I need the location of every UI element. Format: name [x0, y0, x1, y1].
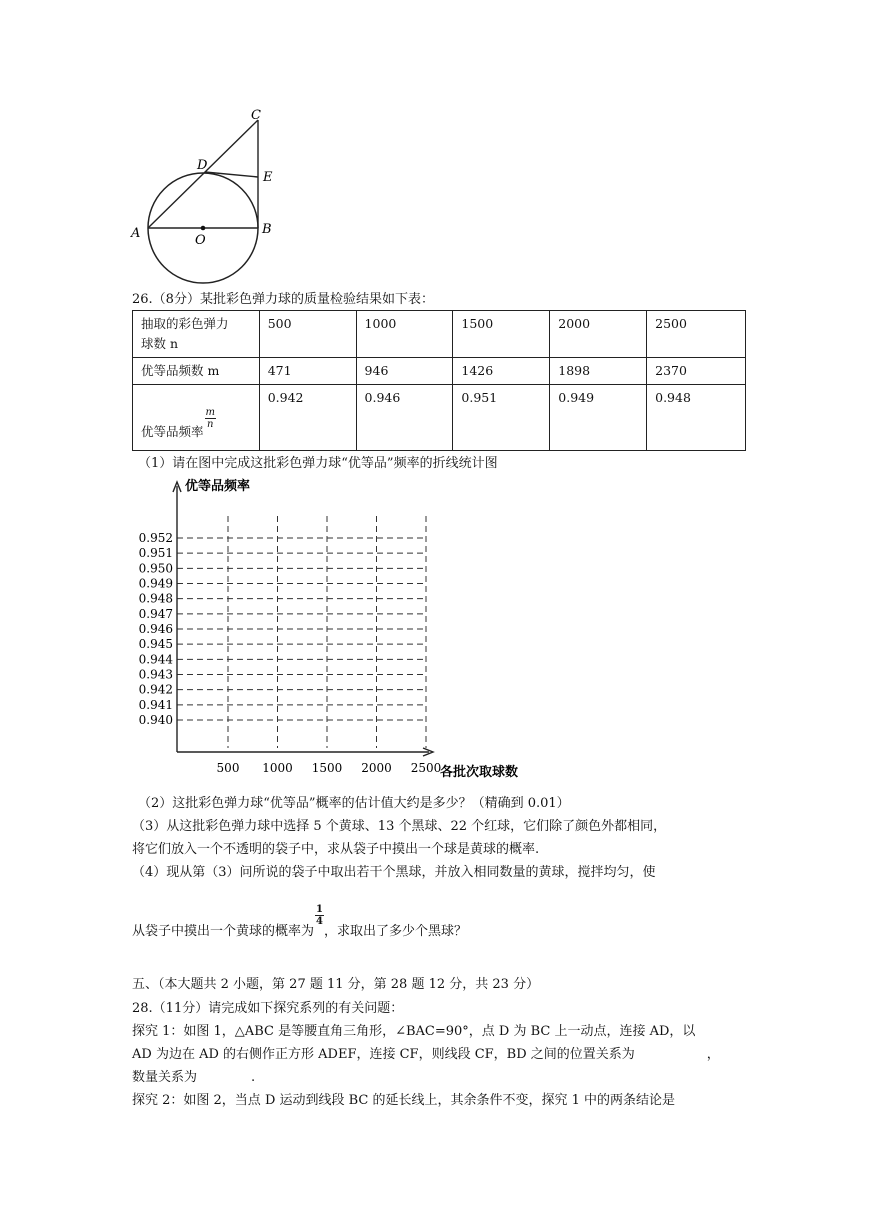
table-cell: 1426 — [453, 358, 550, 385]
label-A: A — [131, 226, 141, 241]
text-segment: 从袋子中摸出一个黄球的概率为 — [132, 924, 315, 939]
label-B: B — [262, 222, 272, 237]
text-segment: 数量关系为 — [132, 1070, 198, 1085]
x-axis-label: 各批次取球数 — [440, 765, 519, 780]
circle-figure — [125, 100, 285, 290]
row-label: 抽取的彩色弹力 — [141, 316, 229, 331]
q26-part3-line1: （3）从这批彩色弹力球中选择 5 个黄球、13 个黑球、22 个红球，它们除了颜色外都相同， — [132, 819, 667, 834]
q26-title: 26.（8分）某批彩色弹力球的质量检验结果如下表： — [132, 292, 434, 307]
y-tick-label: 0.946 — [138, 622, 173, 636]
explore1-line2 — [132, 1043, 720, 1062]
x-tick-label: 1000 — [262, 761, 293, 775]
q26-part3-line2: 将它们放入一个不透明的袋子中，求从袋子中摸出一个球是黄球的概率. — [132, 842, 540, 857]
table-row — [133, 311, 746, 358]
text-segment: ， — [706, 1047, 720, 1062]
q28-title: 28.（11分）请完成如下探究系列的有关问题： — [132, 1001, 404, 1016]
table-cell: 0.951 — [453, 385, 550, 451]
frequency-line-chart — [125, 476, 545, 786]
table-row — [133, 358, 746, 385]
q26-part2: （2）这批彩色弹力球“优等品”概率的估计值大约是多少？（精确到 0.01） — [138, 796, 570, 811]
fraction-numerator: 1 — [316, 904, 323, 915]
text-segment: . — [251, 1070, 256, 1085]
y-tick-label: 0.944 — [138, 652, 173, 667]
label-O: O — [195, 233, 206, 248]
x-tick-label: 1500 — [311, 761, 343, 775]
table-cell: 0.949 — [550, 385, 647, 451]
x-tick-label: 500 — [216, 761, 240, 775]
label-E: E — [263, 170, 273, 185]
y-tick-label: 0.945 — [138, 637, 173, 652]
row-label: 优等品频率 — [141, 424, 204, 439]
y-tick-label: 0.941 — [138, 697, 173, 712]
y-tick-label: 0.951 — [138, 546, 173, 561]
y-axis-label: 优等品频率 — [185, 479, 251, 494]
label-C: C — [251, 108, 261, 123]
table-header-cell: 优等品频数 m — [133, 358, 260, 385]
table-header-cell — [133, 311, 260, 358]
q26-table — [132, 310, 746, 451]
x-tick-label: 2500 — [410, 761, 442, 775]
table-cell: 500 — [259, 311, 356, 358]
y-tick-label: 0.940 — [138, 713, 173, 727]
explore1-line1: 探究 1：如图 1，△ABC 是等腰直角三角形，∠BAC=90°，点 D 为 BC 上一动点，连接 AD，以 — [132, 1024, 696, 1039]
y-tick-label: 0.943 — [138, 667, 173, 682]
table-cell: 1000 — [356, 311, 453, 358]
q26-part4-line1: （4）现从第（3）问所说的袋子中取出若干个黑球，并放入相同数量的黄球，搅拌均匀，使 — [132, 865, 656, 880]
explore2-line1: 探究 2：如图 2，当点 D 运动到线段 BC 的延长线上，其余条件不变，探究 1 中的两条结论是 — [132, 1093, 676, 1108]
fraction-m-over-n — [205, 407, 216, 430]
table-cell: 2000 — [550, 311, 647, 358]
q26-part4-line2 — [132, 904, 467, 943]
table-cell: 1898 — [550, 358, 647, 385]
fraction-denominator: 4 — [316, 916, 323, 927]
table-cell: 2370 — [647, 358, 746, 385]
q26-part1: （1）请在图中完成这批彩色弹力球“优等品”频率的折线统计图 — [138, 456, 498, 471]
table-row — [133, 385, 746, 451]
x-tick-label: 2000 — [361, 761, 392, 775]
text-segment: AD 为边在 AD 的右侧作正方形 ADEF，连接 CF，则线段 CF，BD 之间的位置关系为 — [132, 1047, 635, 1062]
table-cell: 1500 — [453, 311, 550, 358]
y-tick-label: 0.947 — [138, 606, 173, 621]
table-cell: 946 — [356, 358, 453, 385]
table-cell: 0.946 — [356, 385, 453, 451]
y-tick-label: 0.948 — [138, 591, 173, 606]
row-label: 球数 n — [141, 336, 179, 351]
table-header-cell — [133, 385, 260, 451]
y-tick-label: 0.950 — [138, 561, 173, 576]
fraction-denominator: n — [207, 419, 214, 430]
table-cell: 2500 — [647, 311, 746, 358]
label-D: D — [197, 158, 208, 173]
table-cell: 0.942 — [259, 385, 356, 451]
text-segment: ，求取出了多少个黑球？ — [323, 924, 467, 939]
fraction-one-quarter — [315, 904, 324, 927]
table-cell: 0.948 — [647, 385, 746, 451]
y-tick-label: 0.949 — [138, 576, 173, 591]
table-cell: 471 — [259, 358, 356, 385]
y-tick-label: 0.952 — [138, 531, 173, 545]
section5-heading: 五、（本大题共 2 小题，第 27 题 11 分，第 28 题 12 分，共 23 分） — [132, 977, 540, 992]
explore1-line3 — [132, 1066, 255, 1085]
fraction-numerator: m — [205, 407, 215, 418]
y-tick-label: 0.942 — [138, 682, 173, 697]
